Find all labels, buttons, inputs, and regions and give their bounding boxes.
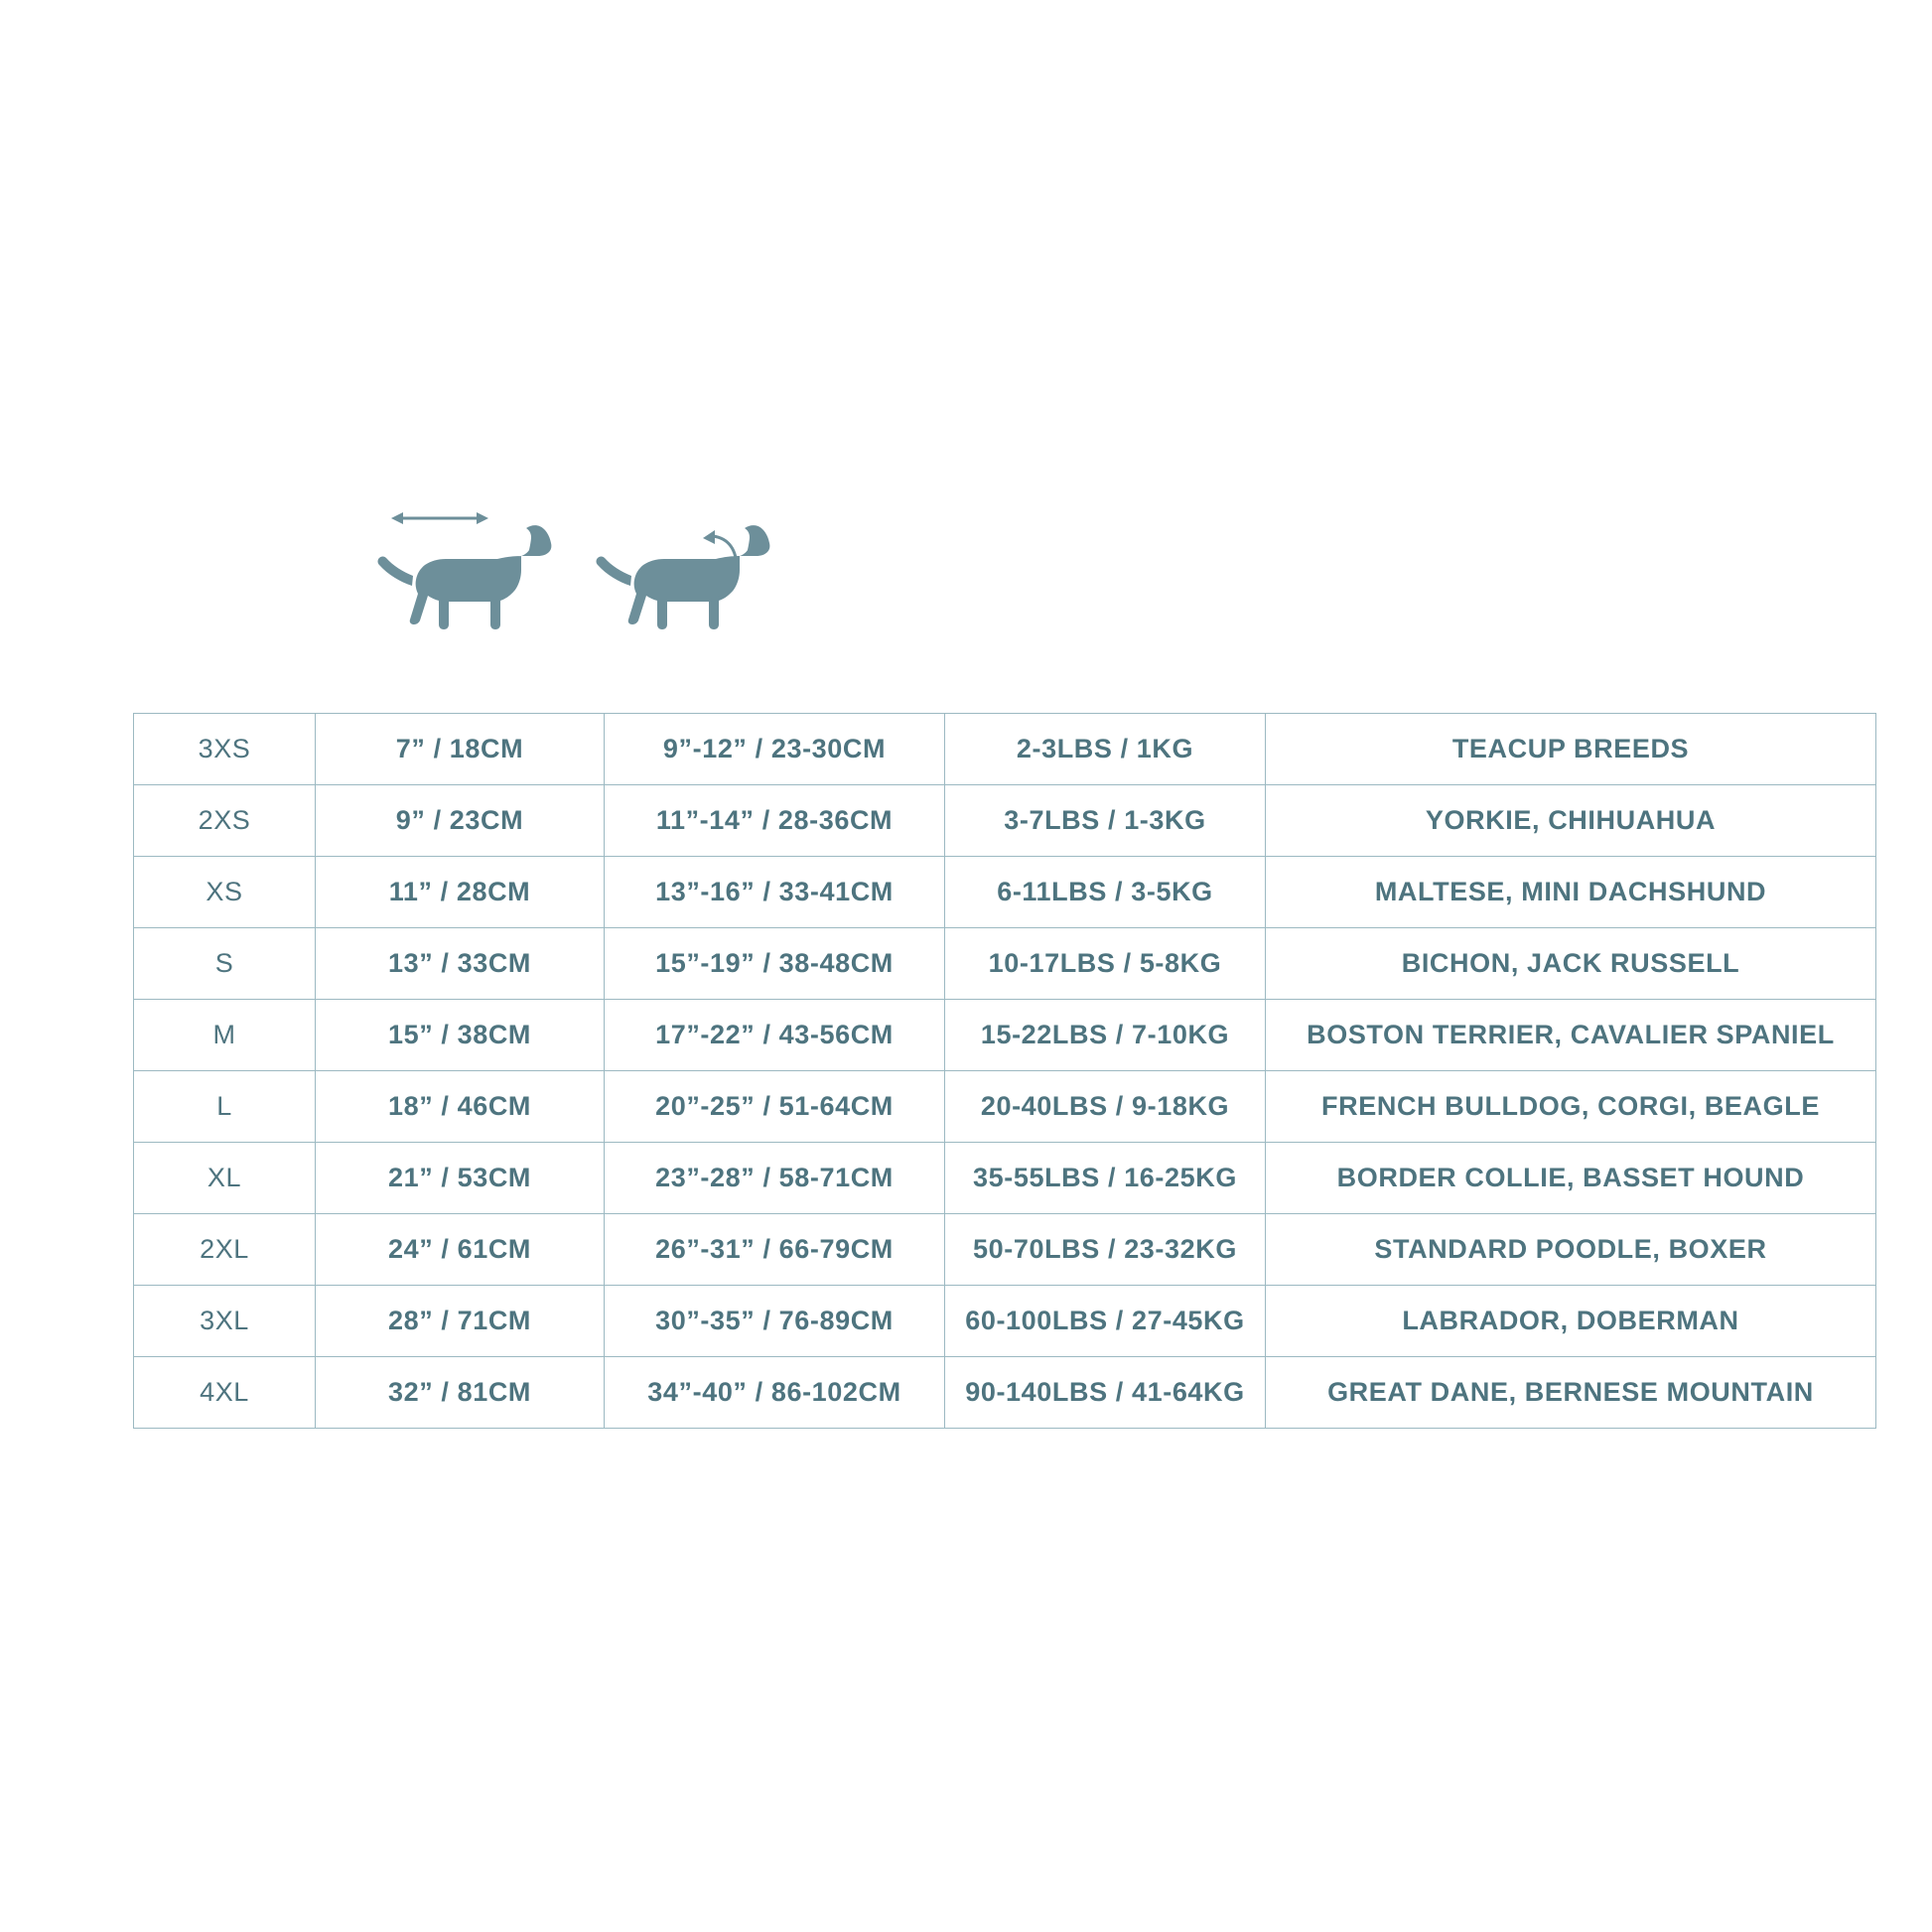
- cell-size: 3XL: [134, 1286, 316, 1357]
- cell-chest: 17”-22” / 43-56CM: [605, 1000, 945, 1071]
- table-row: [134, 1214, 1876, 1286]
- cell-chest: 30”-35” / 76-89CM: [605, 1286, 945, 1357]
- cell-breeds: BICHON, JACK RUSSELL: [1266, 928, 1876, 1000]
- cell-weight: 2-3LBS / 1KG: [945, 714, 1266, 785]
- cell-neck: 18” / 46CM: [316, 1071, 605, 1143]
- cell-neck: 9” / 23CM: [316, 785, 605, 857]
- cell-chest: 15”-19” / 38-48CM: [605, 928, 945, 1000]
- dog-illustrations: [377, 506, 794, 675]
- cell-weight: 3-7LBS / 1-3KG: [945, 785, 1266, 857]
- cell-weight: 15-22LBS / 7-10KG: [945, 1000, 1266, 1071]
- dog-side-view-with-length-arrow: [378, 512, 552, 629]
- cell-neck: 28” / 71CM: [316, 1286, 605, 1357]
- cell-breeds: LABRADOR, DOBERMAN: [1266, 1286, 1876, 1357]
- cell-chest: 26”-31” / 66-79CM: [605, 1214, 945, 1286]
- cell-chest: 23”-28” / 58-71CM: [605, 1143, 945, 1214]
- cell-neck: 11” / 28CM: [316, 857, 605, 928]
- cell-size: L: [134, 1071, 316, 1143]
- cell-neck: 32” / 81CM: [316, 1357, 605, 1429]
- cell-chest: 13”-16” / 33-41CM: [605, 857, 945, 928]
- cell-chest: 20”-25” / 51-64CM: [605, 1071, 945, 1143]
- table-row: [134, 1000, 1876, 1071]
- table-row: [134, 1143, 1876, 1214]
- cell-breeds: GREAT DANE, BERNESE MOUNTAIN: [1266, 1357, 1876, 1429]
- cell-neck: 21” / 53CM: [316, 1143, 605, 1214]
- cell-size: XL: [134, 1143, 316, 1214]
- cell-breeds: TEACUP BREEDS: [1266, 714, 1876, 785]
- table-row: [134, 928, 1876, 1000]
- cell-neck: 13” / 33CM: [316, 928, 605, 1000]
- cell-neck: 7” / 18CM: [316, 714, 605, 785]
- cell-weight: 10-17LBS / 5-8KG: [945, 928, 1266, 1000]
- cell-size: 3XS: [134, 714, 316, 785]
- dog-side-view-with-girth-arrow: [597, 525, 770, 629]
- cell-weight: 20-40LBS / 9-18KG: [945, 1071, 1266, 1143]
- cell-size: 4XL: [134, 1357, 316, 1429]
- cell-weight: 60-100LBS / 27-45KG: [945, 1286, 1266, 1357]
- table-row: [134, 1071, 1876, 1143]
- cell-breeds: YORKIE, CHIHUAHUA: [1266, 785, 1876, 857]
- cell-weight: 50-70LBS / 23-32KG: [945, 1214, 1266, 1286]
- cell-breeds: STANDARD POODLE, BOXER: [1266, 1214, 1876, 1286]
- cell-chest: 11”-14” / 28-36CM: [605, 785, 945, 857]
- cell-size: S: [134, 928, 316, 1000]
- cell-size: 2XS: [134, 785, 316, 857]
- cell-neck: 15” / 38CM: [316, 1000, 605, 1071]
- cell-breeds: FRENCH BULLDOG, CORGI, BEAGLE: [1266, 1071, 1876, 1143]
- cell-size: XS: [134, 857, 316, 928]
- table-row: [134, 1357, 1876, 1429]
- cell-weight: 90-140LBS / 41-64KG: [945, 1357, 1266, 1429]
- cell-breeds: BOSTON TERRIER, CAVALIER SPANIEL: [1266, 1000, 1876, 1071]
- table-row: [134, 857, 1876, 928]
- cell-weight: 6-11LBS / 3-5KG: [945, 857, 1266, 928]
- cell-size: 2XL: [134, 1214, 316, 1286]
- cell-size: M: [134, 1000, 316, 1071]
- cell-breeds: MALTESE, MINI DACHSHUND: [1266, 857, 1876, 928]
- table-row: [134, 785, 1876, 857]
- dog-size-chart-table: [133, 713, 1876, 1429]
- cell-neck: 24” / 61CM: [316, 1214, 605, 1286]
- table-row: [134, 1286, 1876, 1357]
- cell-weight: 35-55LBS / 16-25KG: [945, 1143, 1266, 1214]
- table-row: [134, 714, 1876, 785]
- cell-chest: 9”-12” / 23-30CM: [605, 714, 945, 785]
- cell-breeds: BORDER COLLIE, BASSET HOUND: [1266, 1143, 1876, 1214]
- cell-chest: 34”-40” / 86-102CM: [605, 1357, 945, 1429]
